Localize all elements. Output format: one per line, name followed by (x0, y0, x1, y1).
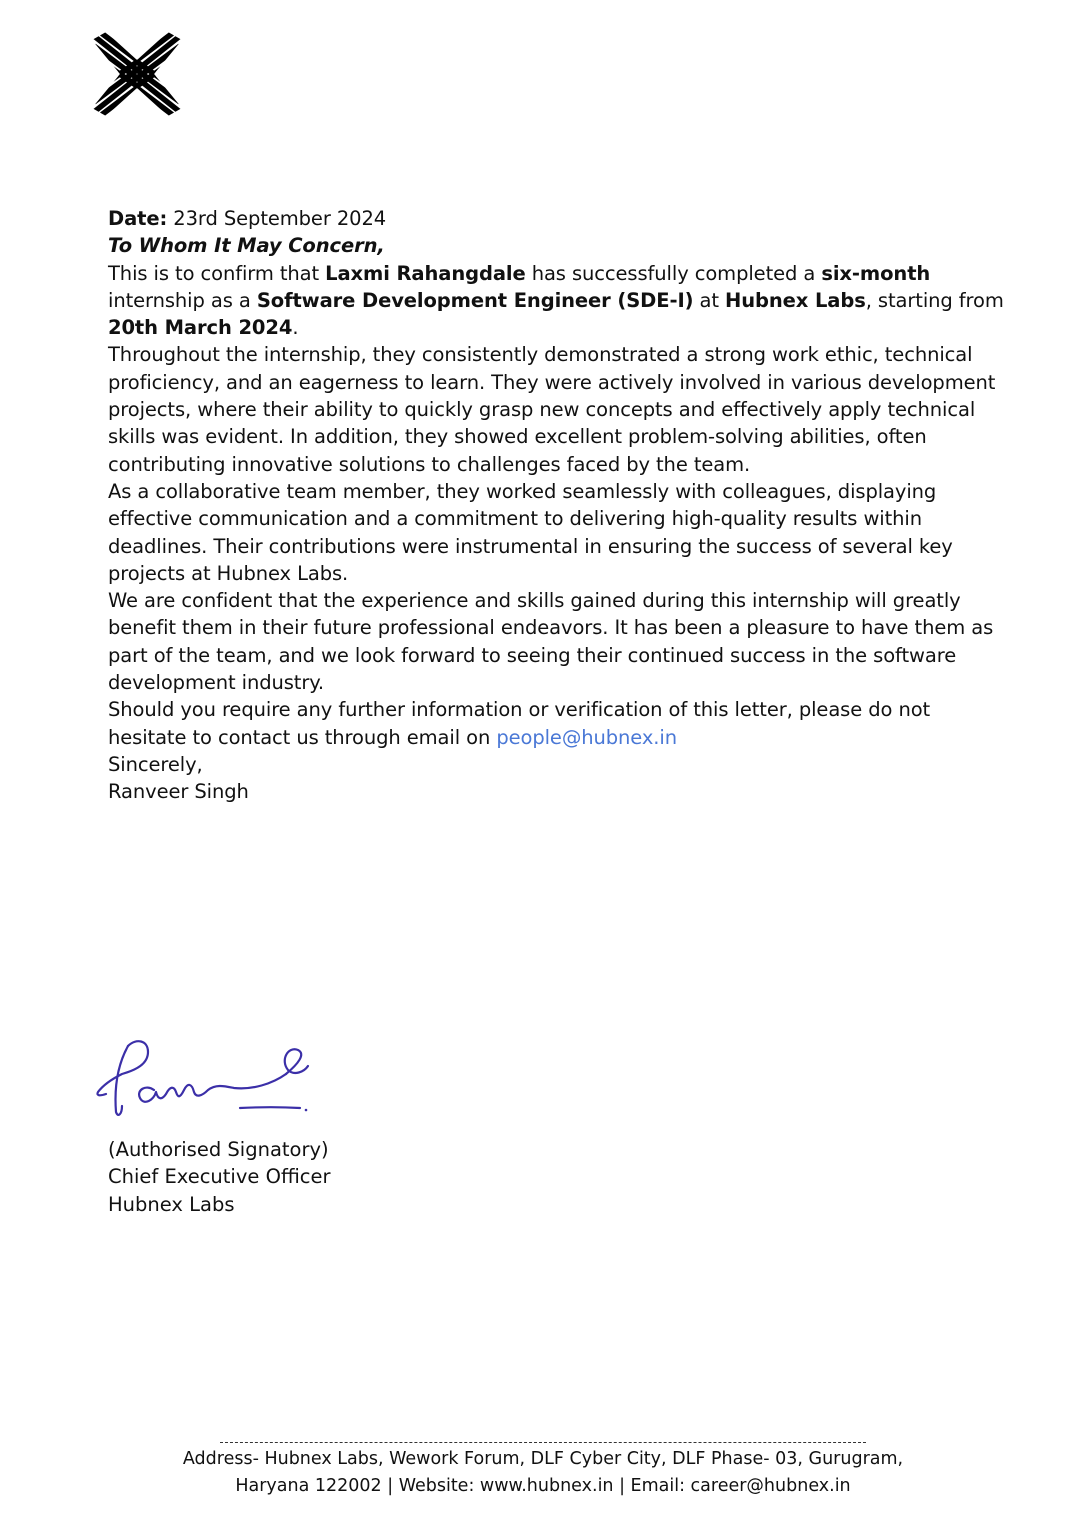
p1-text-4: at (693, 288, 726, 312)
date-label: Date: (108, 207, 168, 230)
company-name: Hubnex Labs (725, 288, 866, 312)
footer-address: Address- Hubnex Labs, Wework Forum, DLF Cyber City, DLF Phase- 03, Gurugram, (182, 1449, 904, 1469)
signatory-block (108, 1136, 331, 1218)
paragraph-contact (108, 696, 1008, 751)
contact-text: Should you require any further information or verification of this letter, please do not hesitate to contact us through email on (108, 698, 931, 749)
p1-text-1: This is to confirm that (108, 261, 326, 285)
p1-text-6: . (292, 316, 299, 340)
paragraph-future: We are confident that the experience and skills gained during this internship will greatly benefit them in their future professional endeavors. It has been a pleasure to have them as part of the team, and we look forward to seeing their continued success in the software development industry. (108, 589, 994, 695)
signer-company: Hubnex Labs (108, 1192, 235, 1216)
page-footer (0, 1432, 1086, 1499)
p1-text-5: , starting from (865, 288, 1004, 312)
handwritten-signature-icon (92, 1034, 322, 1124)
letter-body (108, 205, 1008, 806)
closing: Sincerely, (108, 752, 203, 776)
paragraph-teamwork: As a collaborative team member, they worked seamlessly with colleagues, displaying effective communication and a commitment to delivering high-quality results within deadlines. Their contributions were instrumental in ensuring the success of several key projects at Hubnex Labs. (108, 479, 953, 585)
date-value: 23rd September 2024 (167, 207, 387, 230)
signer-title: Chief Executive Officer (108, 1165, 331, 1189)
paragraph-confirmation (108, 260, 1008, 342)
paragraph-performance: Throughout the internship, they consistently demonstrated a strong work ethic, technical proficiency, and an eagerness to learn. They were actively involved in various development projects, where their ability to quickly grasp new concepts and effectively apply technical skills was evident. In addition, they showed excellent problem-solving abilities, often contributing innovative solutions to challenges faced by the team. (108, 343, 996, 476)
company-logo-icon (92, 32, 182, 116)
intern-name: Laxmi Rahangdale (325, 261, 526, 285)
internship-role: Software Development Engineer (SDE-I) (256, 288, 694, 312)
p1-text-2: has successfully completed a (525, 261, 822, 285)
footer-divider (220, 1432, 866, 1443)
signatory-note: (Authorised Signatory) (108, 1138, 329, 1161)
start-date: 20th March 2024 (108, 316, 293, 340)
signer-name: Ranveer Singh (108, 780, 249, 804)
salutation: To Whom It May Concern, (108, 234, 385, 258)
internship-duration: six-month (821, 261, 931, 285)
letter-date (108, 205, 1008, 232)
footer-contact: Haryana 122002 | Website: www.hubnex.in | Email: career@hubnex.in (235, 1475, 851, 1496)
p1-text-3: internship as a (108, 288, 257, 312)
contact-email-link[interactable]: people@hubnex.in (496, 725, 677, 749)
